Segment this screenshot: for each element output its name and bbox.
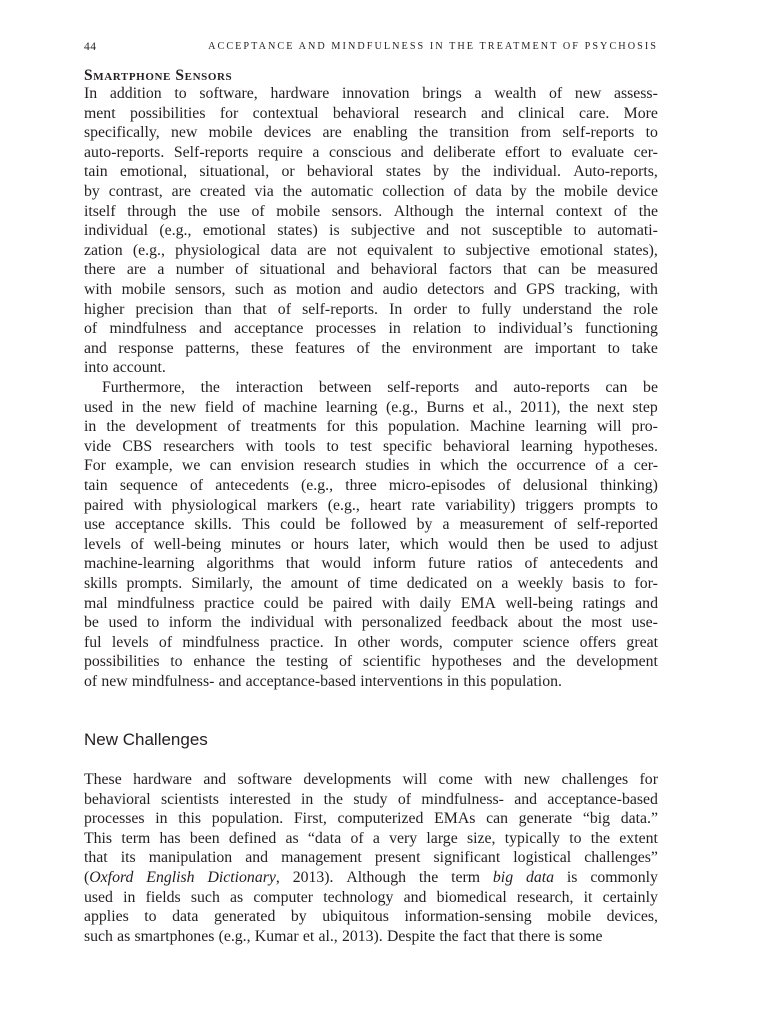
text-line: behavioral scientists interested in the study of mindfulness- and acceptance-based: [84, 790, 658, 808]
text-line: tain emotional, situational, or behavioral states by the individual. Auto-reports,: [84, 163, 658, 181]
text-line: individual (e.g., emotional states) is subjective and not susceptible to automati-: [84, 222, 658, 240]
text-line: and response patterns, these features of the environment are important to take: [84, 339, 658, 357]
text-line: mal mindfulness practice could be paired with daily EMA well-being ratings and: [84, 594, 658, 612]
text-line: vide CBS researchers with tools to test specific behavioral learning hypotheses.: [84, 437, 658, 455]
text-line: skills prompts. Similarly, the amount of time dedicated on a weekly basis to for-: [84, 574, 658, 592]
text-line: used in the new field of machine learning (e.g., Burns et al., 2011), the next step: [84, 398, 658, 416]
text-line: into account.: [84, 359, 166, 377]
text-line: processes in this population. First, computerized EMAs can generate “big data.”: [84, 810, 658, 828]
text-line: specifically, new mobile devices are enabling the transition from self-reports to: [84, 124, 658, 142]
text-line: applies to data generated by ubiquitous information-sensing mobile devices,: [84, 908, 658, 926]
running-head-title: ACCEPTANCE AND MINDFULNESS IN THE TREATMENT OF PSYCHOSIS: [208, 41, 658, 52]
text-line: by contrast, are created via the automatic collection of data by the mobile device: [84, 182, 658, 200]
text-line: For example, we can envision research studies in which the occurrence of a cer-: [84, 457, 658, 475]
text-line: be used to inform the individual with personalized feedback about the most use-: [84, 614, 658, 632]
text-line: These hardware and software developments will come with new challenges for: [84, 771, 658, 788]
text-line: itself through the use of mobile sensors. Although the internal context of the: [84, 202, 658, 220]
text-line: higher precision than that of self-reports. In order to fully understand the role: [84, 300, 658, 318]
text-line: in the development of treatments for this population. Machine learning will pro-: [84, 418, 658, 436]
paragraph-new-challenges: [84, 770, 658, 946]
text-line: of new mindfulness- and acceptance-based interventions in this population.: [84, 672, 562, 690]
text-line: that its manipulation and management present significant logistical challenges”: [84, 849, 658, 867]
text-line: tain sequence of antecedents (e.g., three micro-episodes of delusional thinking): [84, 476, 658, 494]
text-line: Furthermore, the interaction between self-reports and auto-reports can be: [102, 379, 658, 396]
text-line: possibilities to enhance the testing of scientific hypotheses and the development: [84, 653, 658, 671]
text-line: zation (e.g., physiological data are not equivalent to subjective emotional states),: [84, 241, 658, 259]
text-line: paired with physiological markers (e.g., heart rate variability) triggers prompts to: [84, 496, 658, 514]
section-heading-new-challenges: New Challenges: [84, 730, 208, 749]
text-line: such as smartphones (e.g., Kumar et al., 2013). Despite the fact that there is some: [84, 927, 603, 945]
text-line: ful levels of mindfulness practice. In other words, computer science offers great: [84, 633, 658, 651]
section-heading-smartphone-sensors: Smartphone Sensors: [84, 67, 233, 84]
text-line: there are a number of situational and behavioral factors that can be measured: [84, 261, 658, 279]
text-line: ment possibilities for contextual behavioral research and clinical care. More: [84, 104, 658, 122]
text-line: of mindfulness and acceptance processes in relation to individual’s functioning: [84, 320, 658, 338]
text-line: levels of well-being minutes or hours later, which would then be used to adjust: [84, 535, 658, 553]
text-line: This term has been defined as “data of a very large size, typically to the extent: [84, 829, 658, 847]
paragraph-smartphone-sensors: [84, 84, 658, 378]
page-number: 44: [84, 41, 97, 53]
text-line: use acceptance skills. This could be followed by a measurement of self-reported: [84, 516, 658, 534]
running-head: [84, 40, 658, 54]
text-line: machine-learning algorithms that would inform future ratios of antecedents and: [84, 555, 658, 573]
text-line: used in fields such as computer technology and biomedical research, it certainly: [84, 888, 658, 906]
text-line: In addition to software, hardware innovation brings a wealth of new assess-: [84, 85, 658, 102]
paragraph-machine-learning: [84, 378, 658, 692]
text-line: auto-reports. Self-reports require a conscious and deliberate effort to evaluate cer-: [84, 143, 658, 161]
text-line: (Oxford English Dictionary, 2013). Although the term big data is commonly: [84, 868, 658, 886]
text-line: with mobile sensors, such as motion and audio detectors and GPS tracking, with: [84, 280, 658, 298]
